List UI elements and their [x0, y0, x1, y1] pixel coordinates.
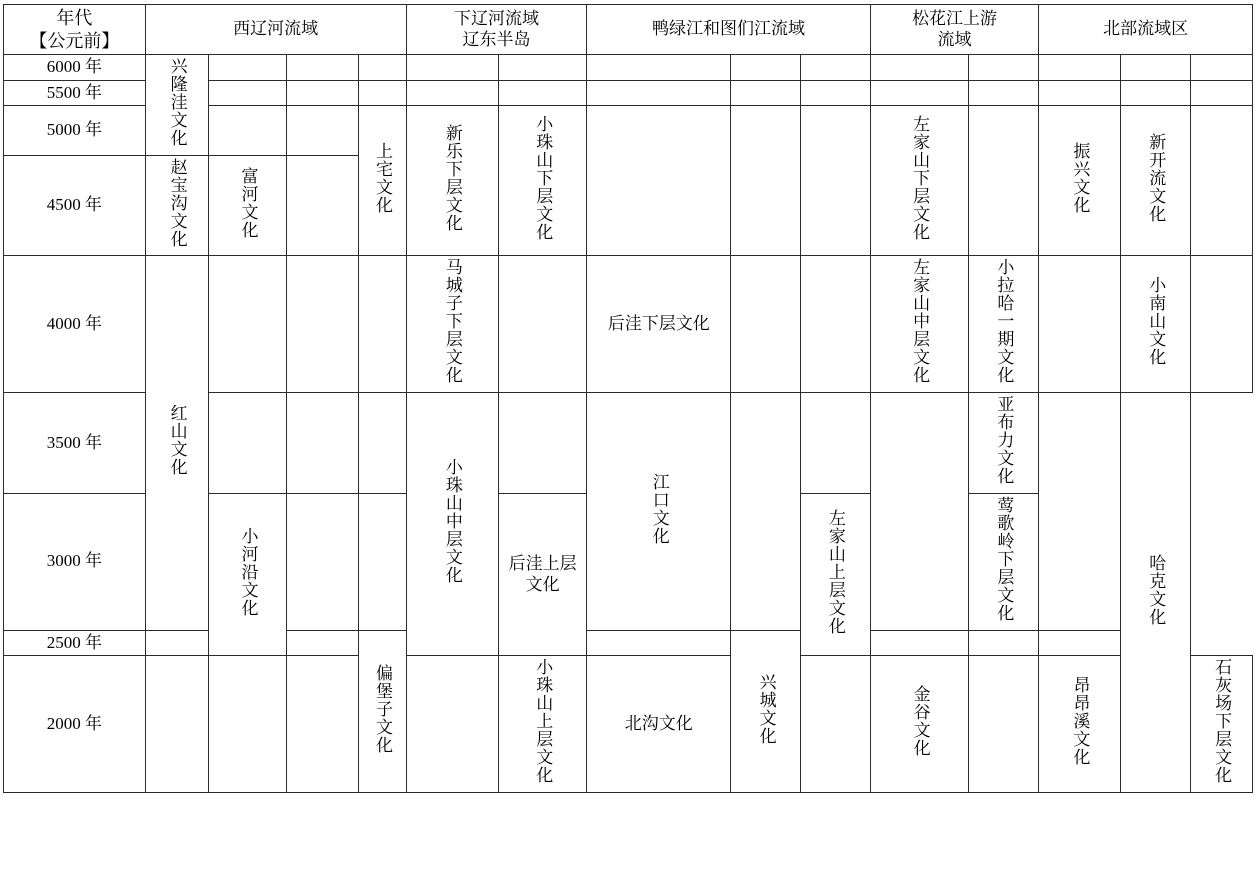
header-region-xiliaohe: 西辽河流域 — [145, 5, 406, 55]
empty-cell — [287, 656, 359, 793]
culture-houwaxiaceng — [587, 256, 731, 393]
year-label-3500: 3500 年 — [4, 393, 146, 494]
empty-cell — [287, 80, 359, 106]
header-year-cell — [4, 5, 146, 55]
empty-cell — [287, 55, 359, 81]
culture-zuojiashanshangceng — [800, 493, 870, 655]
culture-zuojiashanxiaceng-label: 左家山下层文化 — [910, 115, 930, 242]
header-region-xialiaohe — [406, 5, 587, 55]
culture-xinglongwa — [145, 55, 209, 156]
empty-cell — [969, 80, 1039, 106]
empty-cell — [287, 493, 359, 630]
year-label-5500: 5500 年 — [4, 80, 146, 106]
empty-cell — [1039, 55, 1121, 81]
culture-hake-label: 哈克文化 — [1146, 553, 1166, 626]
empty-cell — [359, 55, 406, 81]
year-label-3000: 3000 年 — [4, 493, 146, 630]
culture-xiaozhushanzhongceng — [406, 393, 498, 656]
empty-cell — [499, 80, 587, 106]
culture-jiangkou — [587, 393, 731, 630]
culture-houwashangceng — [499, 493, 587, 655]
culture-zhaobaogou-label: 赵宝沟文化 — [167, 157, 187, 248]
empty-cell — [731, 393, 801, 630]
empty-cell — [1121, 80, 1191, 106]
culture-xiaozhushanxiaceng — [499, 106, 587, 256]
header-region-xialiaohe-line1: 下辽河流域 — [453, 8, 539, 28]
year-label-4500: 4500 年 — [4, 155, 146, 256]
empty-cell — [969, 55, 1039, 81]
year-label-2000: 2000 年 — [4, 656, 146, 793]
empty-cell — [209, 393, 287, 494]
culture-jingu — [870, 656, 969, 793]
empty-cell — [1121, 55, 1191, 81]
culture-xinkailiu-label: 新开流文化 — [1146, 133, 1166, 224]
culture-xiaonanshan — [1121, 256, 1191, 393]
culture-zhaobaogou — [145, 155, 209, 256]
empty-cell — [870, 55, 969, 81]
culture-zuojiashanshangceng-label: 左家山上层文化 — [825, 508, 845, 635]
empty-cell — [1191, 106, 1253, 256]
year-label-6000: 6000 年 — [4, 55, 146, 81]
culture-fuhe-label: 富河文化 — [238, 166, 258, 239]
culture-yabuli-label: 亚布力文化 — [994, 395, 1014, 486]
empty-cell — [499, 393, 587, 494]
header-region-songhuajiang — [870, 5, 1038, 55]
culture-machengzixiaceng — [406, 256, 498, 393]
empty-cell — [287, 256, 359, 393]
empty-cell — [731, 106, 801, 256]
empty-cell — [731, 80, 801, 106]
culture-houwashangceng-label: 后洼上层文化 — [508, 553, 577, 594]
empty-cell — [287, 393, 359, 494]
empty-cell — [499, 55, 587, 81]
header-region-songhuajiang-line1: 松花江上游 — [912, 8, 997, 28]
culture-xiaozhushanxiaceng-label: 小珠山下层文化 — [533, 115, 553, 242]
empty-cell — [800, 80, 870, 106]
culture-pianbaozi-label: 偏堡子文化 — [372, 663, 392, 754]
culture-angangxi — [1039, 656, 1121, 793]
culture-beigou-label: 北沟文化 — [624, 713, 693, 733]
culture-xiaozhushanshangceng-label: 小珠山上层文化 — [533, 658, 553, 785]
table-header-row — [4, 5, 1253, 55]
culture-houwaxiaceng-label: 后洼下层文化 — [607, 313, 710, 333]
empty-cell — [969, 106, 1039, 256]
empty-cell — [209, 80, 287, 106]
culture-xinkailiu — [1121, 106, 1191, 256]
empty-cell — [359, 256, 406, 393]
empty-cell — [209, 106, 287, 155]
culture-xingcheng — [731, 630, 801, 792]
empty-cell — [800, 393, 870, 494]
culture-yabuli — [969, 393, 1039, 494]
table-row — [4, 55, 1253, 81]
chronology-table — [3, 4, 1253, 793]
header-region-songhuajiang-line2: 流域 — [937, 29, 972, 49]
empty-cell — [731, 55, 801, 81]
culture-beigou — [587, 656, 731, 793]
header-region-yalujiang: 鸭绿江和图们江流域 — [587, 5, 870, 55]
empty-cell — [587, 630, 731, 656]
empty-cell — [800, 656, 870, 793]
empty-cell — [406, 656, 498, 793]
empty-cell — [145, 656, 209, 793]
header-region-beibu: 北部流域区 — [1039, 5, 1253, 55]
empty-cell — [870, 80, 969, 106]
culture-hongshan-label: 红山文化 — [167, 404, 187, 477]
empty-cell — [359, 80, 406, 106]
culture-xiaoheyan — [209, 493, 287, 655]
culture-zhenxing — [1039, 106, 1121, 256]
culture-xinlexiaceng-label: 新乐下层文化 — [442, 124, 462, 233]
empty-cell — [587, 55, 731, 81]
empty-cell — [870, 630, 969, 656]
empty-cell — [731, 256, 801, 393]
year-label-2500: 2500 年 — [4, 630, 146, 656]
empty-cell — [800, 55, 870, 81]
empty-cell — [287, 630, 359, 656]
culture-machengzixiaceng-label: 马城子下层文化 — [442, 258, 462, 385]
empty-cell — [209, 256, 287, 393]
header-year-line1: 年代 — [56, 8, 93, 28]
empty-cell — [406, 80, 498, 106]
empty-cell — [1191, 256, 1253, 393]
culture-jiangkou-label: 江口文化 — [649, 472, 669, 545]
header-region-xialiaohe-line2: 辽东半岛 — [462, 29, 531, 49]
culture-xiaoheyan-label: 小河沿文化 — [238, 526, 258, 617]
culture-xiaonanshan-label: 小南山文化 — [1146, 276, 1166, 367]
empty-cell — [1191, 80, 1253, 106]
empty-cell — [870, 393, 969, 630]
culture-xinglongwa-label: 兴隆洼文化 — [167, 57, 187, 147]
culture-hongshan — [145, 256, 209, 630]
empty-cell — [587, 106, 731, 256]
empty-cell — [1039, 256, 1121, 393]
culture-xinlexiaceng — [406, 106, 498, 256]
empty-cell — [209, 55, 287, 81]
empty-cell — [287, 106, 359, 155]
culture-zuojiashanzhongceng-label: 左家山中层文化 — [910, 258, 930, 385]
year-label-4000: 4000 年 — [4, 256, 146, 393]
culture-angangxi-label: 昂昂溪文化 — [1070, 676, 1090, 767]
culture-xingcheng-label: 兴城文化 — [756, 672, 776, 745]
culture-shihuichangxiaceng-label: 石灰场下层文化 — [1212, 658, 1232, 785]
culture-zhenxing-label: 振兴文化 — [1070, 142, 1090, 215]
table-row — [4, 256, 1253, 393]
culture-zuojiashanxiaceng — [870, 106, 969, 256]
empty-cell — [359, 493, 406, 630]
culture-zuojiashanzhongceng — [870, 256, 969, 393]
empty-cell — [359, 393, 406, 494]
empty-cell — [1039, 393, 1121, 630]
culture-shangzhai — [359, 106, 406, 256]
empty-cell — [969, 656, 1039, 793]
culture-xiaolahayiqi-label: 小拉哈一期文化 — [994, 258, 1014, 385]
empty-cell — [1191, 55, 1253, 81]
header-year-line2: 【公元前】 — [29, 30, 120, 51]
culture-fuhe — [209, 155, 287, 256]
year-label-5000: 5000 年 — [4, 106, 146, 155]
empty-cell — [587, 80, 731, 106]
culture-hake — [1121, 393, 1191, 793]
empty-cell — [145, 630, 209, 656]
culture-yinglingxiaceng-label: 莺歌岭下层文化 — [994, 495, 1014, 622]
culture-xiaozhushanzhongceng-label: 小珠山中层文化 — [442, 458, 462, 585]
culture-xiaozhushanshangceng — [499, 656, 587, 793]
empty-cell — [969, 630, 1039, 656]
chronology-table-page — [0, 4, 1256, 887]
culture-shihuichangxiaceng — [1191, 656, 1253, 793]
empty-cell — [209, 656, 287, 793]
culture-jingu-label: 金谷文化 — [910, 685, 930, 758]
empty-cell — [406, 55, 498, 81]
culture-pianbaozi — [359, 630, 406, 792]
empty-cell — [1039, 80, 1121, 106]
empty-cell — [800, 106, 870, 256]
culture-xiaolahayiqi — [969, 256, 1039, 393]
empty-cell — [499, 256, 587, 393]
table-row — [4, 656, 1253, 793]
culture-shangzhai-label: 上宅文化 — [372, 142, 392, 215]
empty-cell — [800, 256, 870, 393]
table-row — [4, 630, 1253, 656]
culture-yinglingxiaceng — [969, 493, 1039, 630]
